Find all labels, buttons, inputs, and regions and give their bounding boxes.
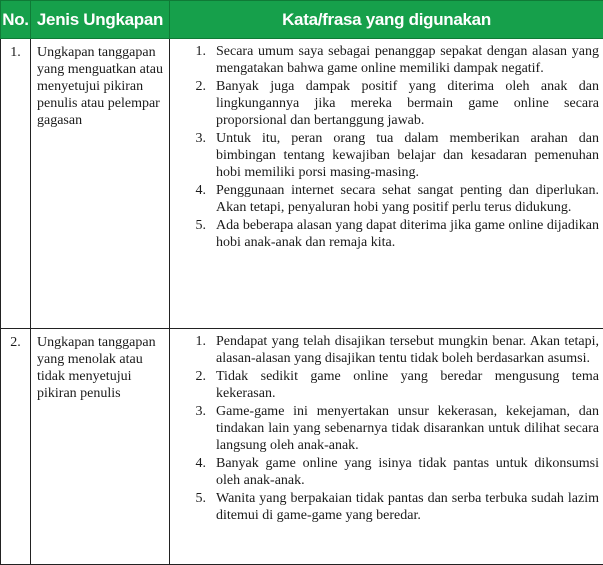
list-item-text: Untuk itu, peran orang tua dalam memberikan arahan dan bimbingan tentang kewajiban belajar dan kesadaran pemenuhan hobi memiliki porsi masing-masing. bbox=[216, 130, 601, 181]
list-item-number: 4. bbox=[170, 182, 216, 199]
list-item-text: Secara umum saya sebagai penanggap sepakat dengan alasan yang mengatakan bahwa game online memiliki dampak negatif. bbox=[216, 43, 601, 77]
row-number: 2. bbox=[1, 329, 31, 565]
list-item bbox=[170, 182, 601, 216]
table-row bbox=[1, 39, 603, 329]
list-item-number: 4. bbox=[170, 455, 216, 472]
list-item-text: Banyak juga dampak positif yang diterima oleh anak dan lingkungannya jika mereka bermain game online secara proporsional dan bertanggung jawab. bbox=[216, 78, 601, 129]
list-item-text: Penggunaan internet secara sehat sangat penting dan diperlukan. Akan tetapi, penyaluran hobi yang positif perlu terus didukung. bbox=[216, 182, 601, 216]
list-item bbox=[170, 130, 601, 181]
row-number: 1. bbox=[1, 39, 31, 329]
list-item-number: 5. bbox=[170, 490, 216, 507]
phrase-list-disagree bbox=[170, 333, 601, 524]
list-item bbox=[170, 403, 601, 454]
list-item-number: 1. bbox=[170, 43, 216, 60]
list-item-text: Pendapat yang telah disajikan tersebut mungkin benar. Akan tetapi, alasan-alasan yang disajikan tentu tidak boleh berdasarkan asumsi. bbox=[216, 333, 601, 367]
list-item-number: 3. bbox=[170, 130, 216, 147]
header-phrases-used: Kata/frasa yang digunakan bbox=[170, 1, 603, 39]
list-item bbox=[170, 43, 601, 77]
phrases-cell bbox=[170, 39, 603, 329]
list-item bbox=[170, 368, 601, 402]
expression-type-disagree: Ungkapan tanggapan yang menolak atau tidak menyetujui pikiran penulis bbox=[31, 329, 170, 565]
phrases-cell bbox=[170, 329, 603, 565]
list-item-number: 3. bbox=[170, 403, 216, 420]
header-no: No. bbox=[1, 1, 31, 39]
list-item bbox=[170, 333, 601, 367]
list-item bbox=[170, 217, 601, 251]
header-expression-type: Jenis Ungkapan bbox=[31, 1, 170, 39]
list-item-text: Tidak sedikit game online yang beredar mengusung tema kekerasan. bbox=[216, 368, 601, 402]
list-item-text: Ada beberapa alasan yang dapat diterima jika game online dijadikan hobi anak-anak dan remaja kita. bbox=[216, 217, 601, 251]
phrase-list-agree bbox=[170, 43, 601, 251]
list-item bbox=[170, 455, 601, 489]
expression-type-agree: Ungkapan tanggapan yang menguatkan atau menyetujui pikiran penulis atau pelempar gagasan bbox=[31, 39, 170, 329]
list-item bbox=[170, 78, 601, 129]
list-item-text: Banyak game online yang isinya tidak pantas untuk dikonsumsi oleh anak-anak. bbox=[216, 455, 601, 489]
table-header-row bbox=[1, 1, 603, 39]
list-item-number: 2. bbox=[170, 368, 216, 385]
list-item-number: 2. bbox=[170, 78, 216, 95]
table-row bbox=[1, 329, 603, 565]
list-item-text: Game-game ini menyertakan unsur kekerasan, kekejaman, dan tindakan lain yang sebenarnya tidak disarankan untuk dilihat secara langsung oleh anak-anak. bbox=[216, 403, 601, 454]
list-item-number: 5. bbox=[170, 217, 216, 234]
list-item bbox=[170, 490, 601, 524]
list-item-number: 1. bbox=[170, 333, 216, 350]
list-item-text: Wanita yang berpakaian tidak pantas dan serba terbuka sudah lazim ditemui di game-game yang beredar. bbox=[216, 490, 601, 524]
